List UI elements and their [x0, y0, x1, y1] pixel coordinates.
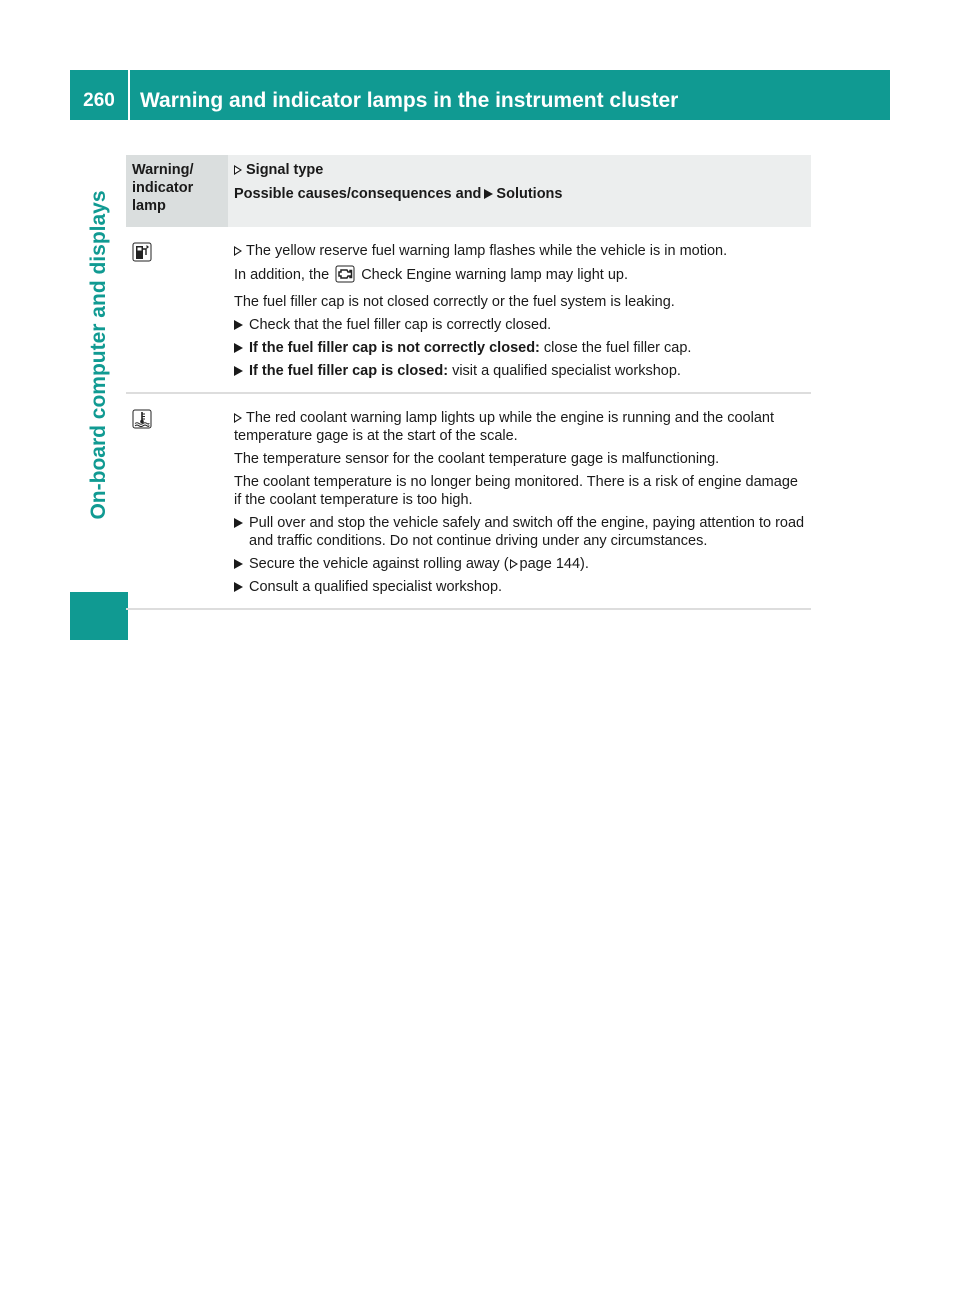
- page-reference-icon: [510, 559, 518, 569]
- table-row: [126, 393, 811, 609]
- page-reference-link[interactable]: page 144: [519, 556, 581, 572]
- description-cell: [228, 227, 811, 393]
- step-text: Check that the fuel filler cap is correctly closed.: [249, 317, 552, 333]
- lamp-cell: [126, 393, 228, 609]
- signal-type-icon: [234, 413, 242, 423]
- section-title: On-board computer and displays: [87, 190, 110, 520]
- warning-lamp-table: [126, 155, 811, 610]
- cause-paragraph: [234, 265, 805, 288]
- step-condition: If the fuel filler cap is closed:: [249, 363, 449, 379]
- reserve-fuel-icon: [132, 242, 222, 262]
- solution-step: [234, 316, 805, 334]
- step-text: ).: [580, 556, 589, 572]
- cause-text: In addition, the: [234, 267, 330, 283]
- section-sidebar: [70, 120, 128, 640]
- page-title: Warning and indicator lamps in the instrument cluster: [140, 89, 679, 112]
- solution-step: [234, 362, 805, 380]
- column-header-signal: [228, 155, 811, 227]
- section-tab: [70, 120, 128, 590]
- page-number: 260: [83, 90, 115, 111]
- column-header-lamp: [126, 155, 228, 227]
- cause-paragraph: The fuel filler cap is not closed correctly or the fuel system is leaking.: [234, 294, 675, 310]
- table-header-row: [126, 155, 811, 227]
- description-cell: [228, 393, 811, 609]
- signal-text: The yellow reserve fuel warning lamp flashes while the vehicle is in motion.: [246, 243, 728, 259]
- step-arrow-icon: [234, 518, 243, 528]
- column-header-signal-label: Signal type: [246, 162, 324, 178]
- solution-step: [234, 514, 805, 550]
- lamp-cell: [126, 227, 228, 393]
- step-arrow-icon: [234, 343, 243, 353]
- signal-type-icon: [234, 246, 242, 256]
- signal-description: [234, 242, 805, 260]
- step-text: close the fuel filler cap.: [543, 340, 692, 356]
- column-header-causes-label: Possible causes/consequences and: [234, 186, 482, 202]
- step-text: Secure the vehicle against rolling away (: [249, 556, 509, 572]
- step-text: Pull over and stop the vehicle safely and switch off the engine, paying attention to road and traffic conditions. Do not continue driving under any circumstances.: [249, 515, 805, 549]
- coolant-temperature-icon: [132, 409, 222, 429]
- solution-step: [234, 555, 805, 573]
- signal-type-icon: [234, 165, 242, 175]
- step-condition: If the fuel filler cap is not correctly closed:: [249, 340, 540, 356]
- solution-step: [234, 578, 805, 596]
- step-arrow-icon: [234, 320, 243, 330]
- cause-paragraph: The temperature sensor for the coolant temperature gage is malfunctioning.: [234, 451, 720, 467]
- solution-arrow-icon: [484, 189, 493, 199]
- page-header: [70, 70, 890, 120]
- step-text: visit a qualified specialist workshop.: [452, 363, 681, 379]
- column-header-lamp-label: Warning/ indicator lamp: [132, 162, 194, 214]
- signal-text: The red coolant warning lamp lights up while the engine is running and the coolant temperature gage is at the start of the scale.: [234, 410, 774, 444]
- solution-step: [234, 339, 805, 357]
- header-divider: [128, 70, 130, 120]
- column-header-solutions-label: Solutions: [496, 186, 563, 202]
- step-arrow-icon: [234, 582, 243, 592]
- step-text: Consult a qualified specialist workshop.: [249, 579, 503, 595]
- step-arrow-icon: [234, 366, 243, 376]
- cause-text: Check Engine warning lamp may light up.: [361, 267, 628, 283]
- check-engine-icon: [335, 265, 355, 288]
- step-arrow-icon: [234, 559, 243, 569]
- table-row: [126, 227, 811, 393]
- cause-paragraph: The coolant temperature is no longer being monitored. There is a risk of engine damage if the coolant temperature is too high.: [234, 474, 798, 508]
- signal-description: [234, 409, 805, 445]
- section-marker-block: [70, 592, 128, 640]
